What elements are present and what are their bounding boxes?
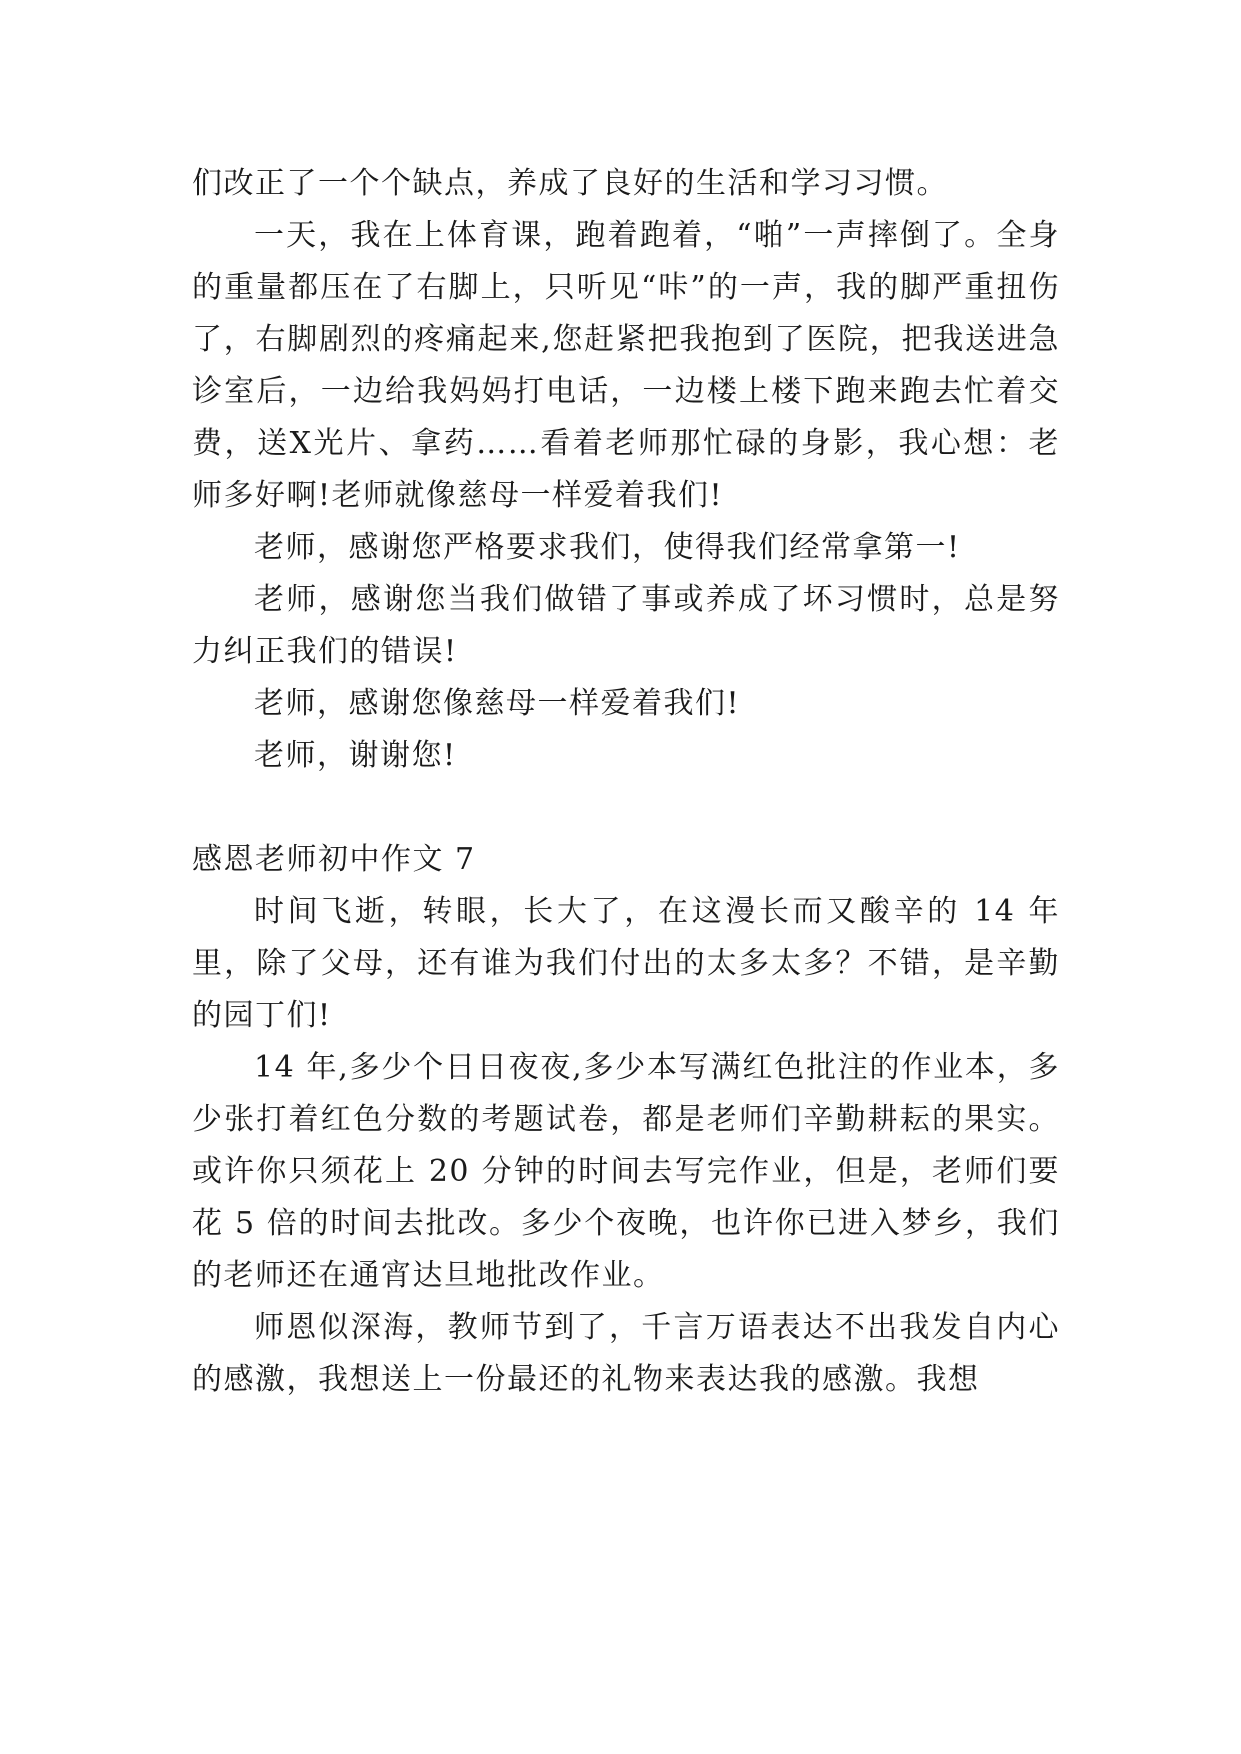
paragraph-time-flies: 时间飞逝，转眼，长大了，在这漫长而又酸辛的 14 年里，除了父母，还有谁为我们付出的太多太多？不错，是辛勤的园丁们! [192, 894, 1060, 1033]
paragraph-teachers-day: 师恩似深海，教师节到了，千言万语表达不出我发自内心的感激，我想送上一份最还的礼物来表达我的感激。我想 [192, 1310, 1060, 1397]
paragraph-thank-you: 老师，谢谢您! [254, 738, 457, 773]
paragraph-fourteen-years: 14 年,多少个日日夜夜,多少本写满红色批注的作业本，多少张打着红色分数的考题试卷，都是老师们辛勤耕耘的果实。或许你只须花上 20 分钟的时间去写完作业，但是，老师们要花 5 倍的时间去批改。多少个夜晚，也许你已进入梦乡，我们的老师还在通宵达旦地批改作业。 [192, 1050, 1060, 1293]
section-title: 感恩老师初中作文 7 [192, 842, 476, 877]
section-spacer [192, 782, 1060, 834]
paragraph-continuation: 们改正了一个个缺点，养成了良好的生活和学习习惯。 [192, 166, 948, 201]
paragraph-thanks-strict: 老师，感谢您严格要求我们，使得我们经常拿第一! [254, 530, 961, 565]
document-page [192, 158, 1060, 1406]
paragraph-thanks-correct: 老师，感谢您当我们做错了事或养成了坏习惯时，总是努力纠正我们的错误! [192, 582, 1060, 669]
paragraph-injury-story: 一天，我在上体育课，跑着跑着，“啪”一声摔倒了。全身的重量都压在了右脚上，只听见“咔”的一声，我的脚严重扭伤了，右脚剧烈的疼痛起来,您赶紧把我抱到了医院，把我送进急诊室后，一边给我妈妈打电话，一边楼上楼下跑来跑去忙着交费，送X光片、拿药……看着老师那忙碌的身影，我心想：老师多好啊!老师就像慈母一样爱着我们! [192, 218, 1060, 513]
paragraph-thanks-love: 老师，感谢您像慈母一样爱着我们! [254, 686, 741, 721]
